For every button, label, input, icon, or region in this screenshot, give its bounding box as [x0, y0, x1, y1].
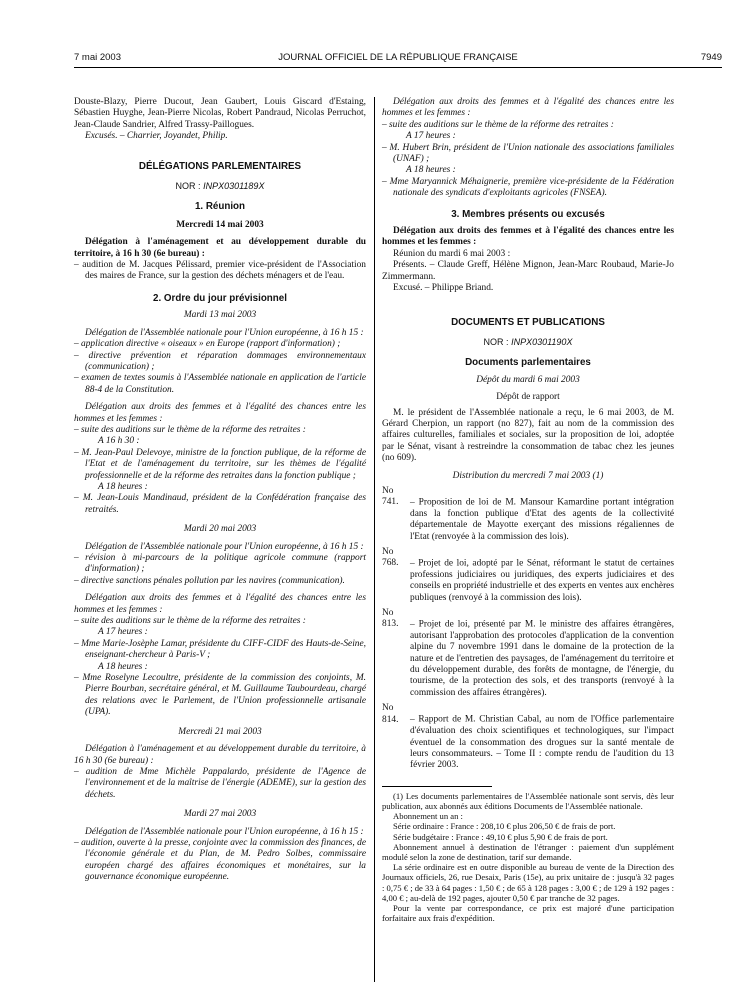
agenda-item: – Mme Marie-Josèphe Lamar, présidente du CIFF-CIDF des Hauts-de-Seine, enseignant-chercheur à Paris-V ; — [74, 638, 366, 661]
header-date: 7 mai 2003 — [74, 52, 122, 63]
footnote-text: Abonnement annuel à destination de l'étranger : paiement d'un supplément modulé selon la zone de destination, tarif sur demande. — [382, 841, 674, 862]
delegation-title: Délégation de l'Assemblée nationale pour l'Union européenne, à 16 h 15 : — [85, 327, 364, 338]
nor-value: INPX0301190X — [511, 336, 573, 347]
agenda-item: – suite des auditions sur le thème de la réforme des retraites : — [74, 424, 306, 435]
document-number: No 813. — [382, 608, 399, 630]
delegation-title: Délégation de l'Assemblée nationale pour l'Union européenne, à 16 h 15 : — [85, 826, 364, 837]
nor-label: NOR : — [483, 336, 509, 347]
document-number: No 741. — [382, 485, 399, 508]
time-label: A 17 heures : — [98, 627, 148, 638]
nor-reference — [74, 181, 366, 192]
time-label: A 18 heures : — [98, 661, 148, 672]
distribution-heading: Distribution du mercredi 7 mai 2003 (1) — [452, 470, 604, 481]
subsection-heading-reunion: 1. Réunion — [194, 201, 246, 213]
document-item — [382, 547, 674, 604]
right-column — [382, 97, 674, 923]
subheading-depot-rapport: Dépôt de rapport — [496, 392, 560, 403]
document-text: – Projet de loi, adopté par le Sénat, réformant le statut de certaines professions judiciaires ou juridiques, des experts judiciaires et des conseils en propriété industrielle et des experts en ventes aux enchères publiques (renvoyé à la commission des lois). — [410, 558, 674, 603]
delegation-title: Délégation aux droits des femmes et à l'égalité des chances entre les hommes et les femmes : — [74, 593, 366, 615]
footnote-text: (1) Les documents parlementaires de l'Assemblée nationale sont servis, dès leur publication, aux abonnés aux éditions Documents de l'Assemblée nationale. — [382, 790, 674, 811]
document-text: – Rapport de M. Christian Cabal, au nom de l'Office parlementaire d'évaluation des choix scientifiques et technologiques, sur l'impact éventuel de la consommation des drogues sur la santé mentale de leurs consommateurs. – Tome II : compte rendu de l'audition du 13 février 2003. — [410, 714, 674, 771]
date-heading: Mercredi 21 mai 2003 — [178, 726, 262, 737]
excused-text: Excusés. – Charrier, Joyandet, Philip. — [85, 131, 228, 142]
agenda-item: – M. Jean-Paul Delevoye, ministre de la fonction publique, de la réforme de l'Etat et de l'aménagement du territoire, sur les thèmes de l'égalité professionnelle et de la réforme des retraites dans la fonction publique ; — [74, 447, 366, 481]
document-text: – Proposition de loi de M. Mansour Kamardine portant intégration dans la fonction publique d'Etat des agents de la collectivité départementale de Mayotte exerçant des missions régaliennes de l'Etat (renvoyée à la commission des lois). — [410, 497, 674, 542]
section-heading-documents: DOCUMENTS ET PUBLICATIONS — [451, 316, 605, 328]
present-members: Présents. – Claude Greff, Hélène Mignon, Jean-Marc Roubaud, Marie-Jo Zimmermann. — [382, 260, 674, 282]
nor-value: INPX0301189X — [203, 181, 265, 192]
excused-members: Excusé. – Philippe Briand. — [393, 283, 494, 294]
delegation-title: Délégation à l'aménagement et au développement durable du territoire, à 16 h 30 (6e bureau) : — [74, 237, 366, 259]
subsection-heading-membres: 3. Membres présents ou excusés — [451, 208, 605, 220]
nor-reference — [382, 337, 674, 348]
left-column — [74, 97, 366, 884]
page-header — [74, 52, 722, 64]
meeting-date: Réunion du mardi 6 mai 2003 : — [393, 248, 511, 259]
document-number: No 814. — [382, 703, 399, 725]
document-item — [382, 486, 674, 543]
agenda-item: – suite des auditions sur le thème de la réforme des retraites : — [74, 616, 306, 627]
time-label: A 18 heures : — [406, 165, 456, 176]
header-title: JOURNAL OFFICIEL DE LA RÉPUBLIQUE FRANÇAISE — [278, 52, 518, 63]
agenda-item: – audition de Mme Michèle Pappalardo, présidente de l'Agence de l'environnement et de la maîtrise de l'énergie (ADEME), sur la gestion des déchets. — [74, 766, 366, 800]
agenda-item: – M. Jean-Louis Mandinaud, président de la Confédération française des retraités. — [74, 493, 366, 515]
footnote-text: Série ordinaire : France : 208,10 € plus 206,50 € de frais de port. — [393, 821, 616, 832]
delegation-title: Délégation aux droits des femmes et à l'égalité des chances entre les hommes et les femmes : — [382, 226, 674, 248]
time-label: A 16 h 30 : — [98, 436, 140, 447]
date-heading: Mardi 20 mai 2003 — [183, 524, 257, 535]
subsection-heading-ordre-du-jour: 2. Ordre du jour prévisionnel — [153, 292, 287, 304]
delegation-title: Délégation à l'aménagement et au développement durable du territoire, à 16 h 30 (6e bureau) : — [74, 744, 366, 766]
agenda-item: – audition de M. Jacques Pélissard, premier vice-président de l'Association des maires de France, sur la gestion des déchets ménagers et de l'eau. — [74, 260, 366, 282]
header-page-number: 7949 — [700, 52, 722, 63]
footnote-rule — [382, 786, 492, 787]
time-label: A 18 heures : — [98, 481, 148, 492]
agenda-item: – M. Hubert Brin, président de l'Union nationale des associations familiales (UNAF) ; — [382, 142, 674, 165]
agenda-item: – Mme Maryannick Méhaignerie, première vice-présidente de la Fédération nationale des syndicats d'exploitants agricoles (FNSEA). — [382, 176, 674, 199]
footnote-text: Série budgétaire : France : 49,10 € plus 5,90 € de frais de port. — [393, 831, 608, 842]
footnote-text: La série ordinaire est en outre disponible au bureau de vente de la Direction des Journaux officiels, 26, rue Desaix, Paris (15e), au prix unitaire de : jusqu'à 32 pages : 0,75 € ; de 33 à 64 pages : 1,50 € ; de 65 à 128 pages : 3,00 € ; de 129 à 192 pages : 4,00 € ; au-delà de 192 pages, ajouter 0,50 € par tranche de 32 pages. — [382, 862, 674, 903]
header-rule — [74, 67, 722, 68]
footnotes — [382, 791, 674, 924]
time-label: A 17 heures : — [406, 131, 456, 142]
agenda-item: – suite des auditions sur le thème de la réforme des retraites : — [382, 119, 614, 130]
section-heading-delegations: DÉLÉGATIONS PARLEMENTAIRES — [138, 160, 302, 172]
date-heading: Mardi 13 mai 2003 — [183, 310, 257, 321]
agenda-item: – Mme Roselyne Lecoultre, présidente de la commission des conjoints, M. Pierre Bourban, secrétaire général, et M. Guillaume Taubourdeau, chargé des relations avec le Parlement, de l'Union professionnelle artisanale (UPA). — [74, 673, 366, 718]
agenda-item: – directive prévention et réparation dommages environnementaux (communication) ; — [74, 350, 366, 372]
document-text: – Projet de loi, présenté par M. le ministre des affaires étrangères, autorisant l'approbation des protocoles d'application de la convention alpine du 7 novembre 1991 dans le domaine de la protection de la nature et de l'entretien des paysages, de l'aménagement du territoire et du développement durable, des forêts de montagne, de l'énergie, du tourisme, de la protection des sols, et des transports (renvoyé à la commission des affaires étrangères). — [410, 619, 674, 698]
attendees-text: Douste-Blazy, Pierre Ducout, Jean Gaubert, Louis Giscard d'Estaing, Sébastien Huyghe, Jean-Pierre Nicolas, Robert Pandraud, Nicolas Perruchot, Jean-Claude Sandrier, Alfred Trassy-Paillogues. — [74, 97, 366, 130]
agenda-item: – application directive « oiseaux » en Europe (rapport d'information) ; — [74, 339, 341, 350]
delegation-title: Délégation aux droits des femmes et à l'égalité des chances entre les hommes et les femmes : — [74, 402, 366, 424]
agenda-item: – examen de textes soumis à l'Assemblée nationale en application de l'article 88-4 de la Constitution. — [74, 373, 366, 395]
delegation-title: Délégation de l'Assemblée nationale pour l'Union européenne, à 16 h 15 : — [85, 541, 364, 552]
date-heading: Dépôt du mardi 6 mai 2003 — [476, 374, 580, 385]
document-item — [382, 703, 674, 771]
document-number: No 768. — [382, 547, 399, 569]
report-text: M. le président de l'Assemblée nationale a reçu, le 6 mai 2003, de M. Gérard Cherpion, un rapport (no 827), fait au nom de la commission des affaires culturelles, familiales et sociales, sur la proposition de loi, adoptée par le Sénat, visant à restreindre la consommation de tabac chez les jeunes (no 609). — [382, 407, 674, 464]
date-heading: Mercredi 14 mai 2003 — [176, 219, 264, 230]
footnote-text: Pour la vente par correspondance, ce prix est majoré d'une participation forfaitaire aux frais d'expédition. — [382, 902, 674, 924]
delegation-title: Délégation aux droits des femmes et à l'égalité des chances entre les hommes et les femmes : — [382, 97, 674, 119]
subsection-heading-documents-parlementaires: Documents parlementaires — [465, 357, 591, 369]
agenda-item: – audition, ouverte à la presse, conjointe avec la commission des finances, de l'économie générale et du Plan, de M. Pedro Solbes, commissaire européen chargé des affaires économiques et monétaires, sur la gouvernance économique européenne. — [74, 837, 366, 883]
document-item — [382, 608, 674, 699]
agenda-item: – révision à mi-parcours de la politique agricole commune (rapport d'information) ; — [74, 553, 366, 575]
date-heading: Mardi 27 mai 2003 — [183, 809, 257, 820]
nor-label: NOR : — [175, 181, 201, 192]
footnote-text: Abonnement un an : — [393, 811, 463, 822]
column-divider — [374, 97, 375, 982]
agenda-item: – directive sanctions pénales pollution par les navires (communication). — [74, 575, 345, 586]
